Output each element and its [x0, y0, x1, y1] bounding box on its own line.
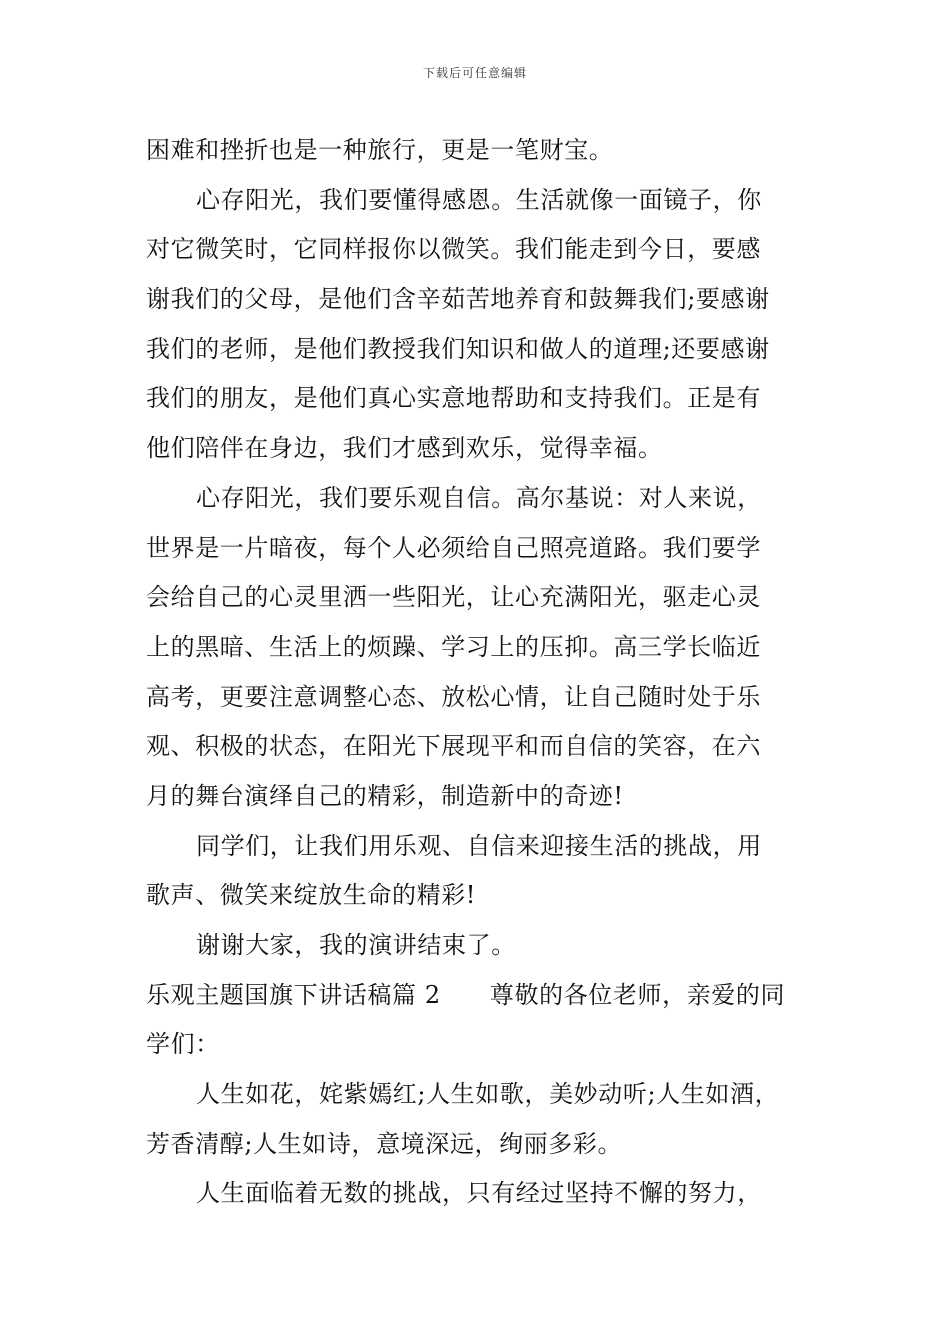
text-line: 人生面临着无数的挑战，只有经过坚持不懈的努力， [196, 1179, 762, 1208]
text-line: 我们的老师，是他们教授我们知识和做人的道理;还要感谢 [146, 334, 770, 363]
text-line: 高考，更要注意调整心态、放松心情，让自己随时处于乐 [146, 682, 761, 711]
text-line: 谢我们的父母，是他们含辛茹苦地养育和鼓舞我们;要感谢 [146, 285, 770, 314]
text-line: 对它微笑时，它同样报你以微笑。我们能走到今日，要感 [146, 235, 761, 264]
text-line: 他们陪伴在身边，我们才感到欢乐，觉得幸福。 [146, 434, 663, 463]
text-line: 我们的朋友，是他们真心实意地帮助和支持我们。正是有 [146, 384, 761, 413]
text-line: 心存阳光，我们要乐观自信。高尔基说：对人来说， [196, 483, 762, 512]
text-line: 心存阳光，我们要懂得感恩。生活就像一面镜子，你 [196, 185, 762, 214]
text-line: 学们： [146, 1030, 220, 1059]
text-line: 人生如花，姹紫嫣红;人生如歌，美妙动听;人生如酒， [196, 1080, 780, 1109]
page-header-note: 下载后可任意编辑 [422, 66, 527, 80]
text-line: 芳香清醇;人生如诗，意境深远，绚丽多彩。 [146, 1129, 623, 1158]
text-line: 困难和挫折也是一种旅行，更是一笔财宝。 [146, 136, 614, 164]
document-body [146, 126, 816, 1219]
text-line: 谢谢大家，我的演讲结束了。 [196, 931, 516, 959]
text-line: 上的黑暗、生活上的烦躁、学习上的压抑。高三学长临近 [146, 632, 761, 661]
text-line: 月的舞台演绎自己的精彩，制造新中的奇迹! [146, 781, 624, 810]
text-line: 同学们，让我们用乐观、自信来迎接生活的挑战，用 [196, 831, 762, 860]
text-line: 会给自己的心灵里洒一些阳光，让心充满阳光，驱走心灵 [146, 583, 761, 612]
text-line: 观、积极的状态，在阳光下展现平和而自信的笑容，在六 [146, 732, 761, 761]
section-heading-line: 乐观主题国旗下讲话稿篇 2 尊敬的各位老师，亲爱的同 [146, 980, 786, 1009]
text-line: 歌声、微笑来绽放生命的精彩! [146, 881, 477, 910]
text-line: 世界是一片暗夜，每个人必须给自己照亮道路。我们要学 [146, 533, 761, 562]
